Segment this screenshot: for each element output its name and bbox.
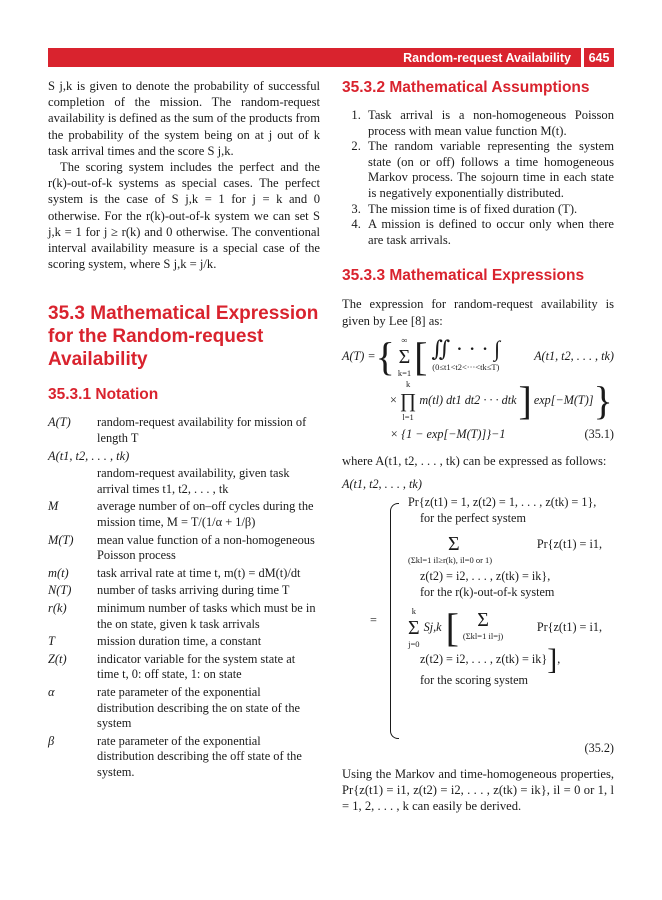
eq2-case1: Pr{z(t1) = 1, z(t2) = 1, . . . , z(tk) = 1}, — [408, 494, 597, 509]
eq1-number: (35.1) — [584, 427, 614, 442]
sum-symbol: Σ — [448, 533, 460, 556]
notation-desc: mission duration time, a constant — [97, 634, 262, 649]
left-column — [48, 78, 320, 781]
notation-desc: rate parameter of the exponential distribution describing the on state of the system — [97, 684, 301, 731]
notation-symbol: M(T) — [48, 532, 74, 547]
eq2-equals: = — [370, 612, 377, 627]
notation-symbol: T — [48, 634, 55, 649]
notation-list — [48, 415, 320, 780]
header-title: Random-request Availability — [403, 50, 571, 65]
eq1-close-brace: } — [593, 377, 613, 423]
notation-desc: task arrival rate at time t, m(t) = dM(t)/dt — [97, 565, 301, 580]
eq2-case2-b: z(t2) = i2, . . . , z(tk) = ik}, — [420, 568, 551, 583]
eq1-prod-bottom: l=1 — [402, 411, 414, 422]
notation-symbol: M — [48, 499, 59, 514]
page-number: 645 — [588, 50, 610, 65]
eq2-case3-label: for the scoring system — [420, 672, 528, 687]
assumption-item: 3. The mission time is of fixed duration (T). — [364, 202, 614, 218]
notation-symbol: α — [48, 684, 55, 699]
eq1-integral-limits: (0≤t1<t2<···<tk≤T) — [432, 362, 500, 373]
eq2-case3-sum-top: k — [411, 605, 416, 616]
sum-symbol: Σ — [408, 616, 420, 639]
assumptions-heading: 35.3.2 Mathematical Assumptions — [342, 79, 590, 96]
eq1-integrand: A(t1, t2, . . . , tk) — [534, 349, 614, 364]
notation-desc: minimum number of tasks which must be in the on state, given k task arrivals — [97, 600, 316, 631]
eq1-sum-bottom: k=1 — [397, 367, 412, 378]
running-header — [48, 48, 614, 67]
notation-symbol: r(k) — [48, 600, 67, 615]
notation-desc: average number of on–off cycles during the mission time, M = T/(1/α + 1/β) — [97, 499, 314, 529]
equation-35-1: A(T) = { ∞ Σ k=1 [ ∬ · · · ∫ (0≤t1<t2<···<tk≤T) A(t1, t2, . . . , tk) × k ∏ l=1 m(tl) dt1 dt2 · · · dtk ] exp[−M(T)] } × {1 − exp[−M(T)]}−1 (35.1) — [342, 333, 614, 442]
notation-desc: random-request availability for mission of length T — [97, 415, 307, 446]
sum-symbol: Σ — [398, 345, 411, 368]
eq2-case3-sum-bottom: j=0 — [408, 638, 420, 649]
sum-symbol: Σ — [477, 609, 489, 632]
eq2-case3-b: z(t2) = i2, . . . , z(tk) = ik} — [420, 652, 548, 667]
eq1-lhs: A(T) = — [342, 349, 376, 364]
eq1-open-bracket: [ — [414, 333, 428, 379]
eq2-lhs: A(t1, t2, . . . , tk) — [342, 476, 422, 491]
notation-desc: rate parameter of the exponential distribution describing the off state of the system. — [97, 733, 302, 779]
eq1-line3: × {1 − exp[−M(T)]}−1 — [390, 427, 506, 442]
notation-desc: mean value function of a non-homogeneous Poisson process — [97, 532, 315, 563]
eq1-prod-top: k — [405, 378, 411, 389]
eq2-number: (35.2) — [584, 740, 614, 755]
right-column — [342, 78, 614, 815]
eq1-sum-top: ∞ — [401, 334, 408, 345]
intro-paragraph: S j,k is given to denote the probability of successful completion of the mission. The random-request availability is defined as the sum of the products from the probability of the system being on at j out of k task arrival times and the score S j,k. — [48, 79, 320, 158]
notation-heading: 35.3.1 Notation — [48, 386, 159, 404]
eq1-close-bracket: ] — [518, 377, 532, 423]
eq2-case3-open-bracket: [ — [445, 604, 459, 650]
assumption-item: 4. A mission is defined to occur only when there are task arrivals. — [364, 217, 614, 248]
notation-desc: number of tasks arriving during time T — [97, 583, 290, 598]
eq1-open-brace: { — [375, 333, 395, 379]
equation-35-2: A(t1, t2, . . . , tk) = Pr{z(t1) = 1, z(t2) = 1, . . . , z(tk) = 1}, for the perfect system Σ Pr{z(t1) = i1, (Σkl=1 il≥r(k), il=0 or 1) z(t2) = i2, . . . , z(tk) = ik}, for the r(k)-out-of-k system k Σ j=0 Sj,k [ Σ (Σkl=1 il=j) Pr{z(t1) = i1, z(t2) = i2, . . . , z(tk) = ik} ] , for the scoring system (35.2) — [342, 476, 614, 755]
where-paragraph: where A(t1, t2, . . . , tk) can be expressed as follows: — [342, 453, 607, 468]
eq1-product-term: m(tl) dt1 dt2 · · · dtk — [419, 393, 517, 408]
expressions-heading: 35.3.3 Mathematical Expressions — [342, 267, 585, 285]
eq2-case2-a: Pr{z(t1) = i1, — [536, 537, 602, 552]
eq2-case3-a: Pr{z(t1) = i1, — [536, 620, 602, 635]
notation-symbol: N(T) — [48, 583, 72, 598]
eq2-case2-label: for the r(k)-out-of-k system — [420, 584, 555, 599]
notation-symbol: m(t) — [48, 565, 69, 580]
eq2-case3-close-bracket: ] — [547, 642, 558, 676]
eq1-exp-term: exp[−M(T)] — [533, 393, 594, 408]
assumption-item: 2. The random variable representing the system state (on or off) follows a time homogeneous Markov process. The sojourn time in each state is negatively exponentially distributed. — [364, 139, 614, 201]
cases-brace — [390, 503, 399, 739]
eq2-case3-inner-limits: (Σkl=1 il=j) — [462, 631, 504, 642]
notation-desc: indicator variable for the system state at time t, 0: off state, 1: on state — [97, 651, 296, 682]
notation-symbol: Z(t) — [48, 651, 67, 666]
notation-desc: random-request availability, given task arrival times t1, t2, . . . , tk — [97, 466, 290, 496]
section-heading: 35.3 Mathematical Expression for the Random-request Availability — [48, 303, 319, 371]
product-symbol: ∏ — [399, 389, 417, 412]
notation-symbol: A(T) — [48, 415, 71, 430]
assumptions-list — [342, 108, 614, 248]
notation-symbol: β — [48, 733, 55, 748]
assumption-item: 1. Task arrival is a non-homogeneous Poisson process with mean value function M(t). — [364, 108, 614, 139]
notation-symbol: A(t1, t2, . . . , tk) — [48, 448, 130, 463]
eq2-case3-score: Sj,k — [423, 620, 442, 635]
eq2-case2-limits: (Σkl=1 il≥r(k), il=0 or 1) — [408, 554, 493, 565]
scoring-paragraph: The scoring system includes the perfect and the r(k)-out-of-k systems as special cases. The perfect system is the case of S j,k = 1 for j = k and 0 otherwise. For the r(k)-out-of-k system we can set S j,k = 1 for j ≥ r(k) and 0 otherwise. The conventional interval availability measure is a special case of the scoring system, where S j,k = j/k. — [48, 160, 320, 272]
closing-paragraph: Using the Markov and time-homogeneous properties, Pr{z(t1) = i1, z(t2) = i2, . . . , z(tk) = ik}, il = 0 or 1, l = 1, 2, . . . , k can easily be derived. — [342, 766, 614, 814]
expression-intro: The expression for random-request availability is given by Lee [8] as: — [342, 297, 614, 328]
eq2-case1-label: for the perfect system — [420, 510, 526, 525]
integral-symbols: ∬ · · · ∫ — [431, 336, 501, 362]
